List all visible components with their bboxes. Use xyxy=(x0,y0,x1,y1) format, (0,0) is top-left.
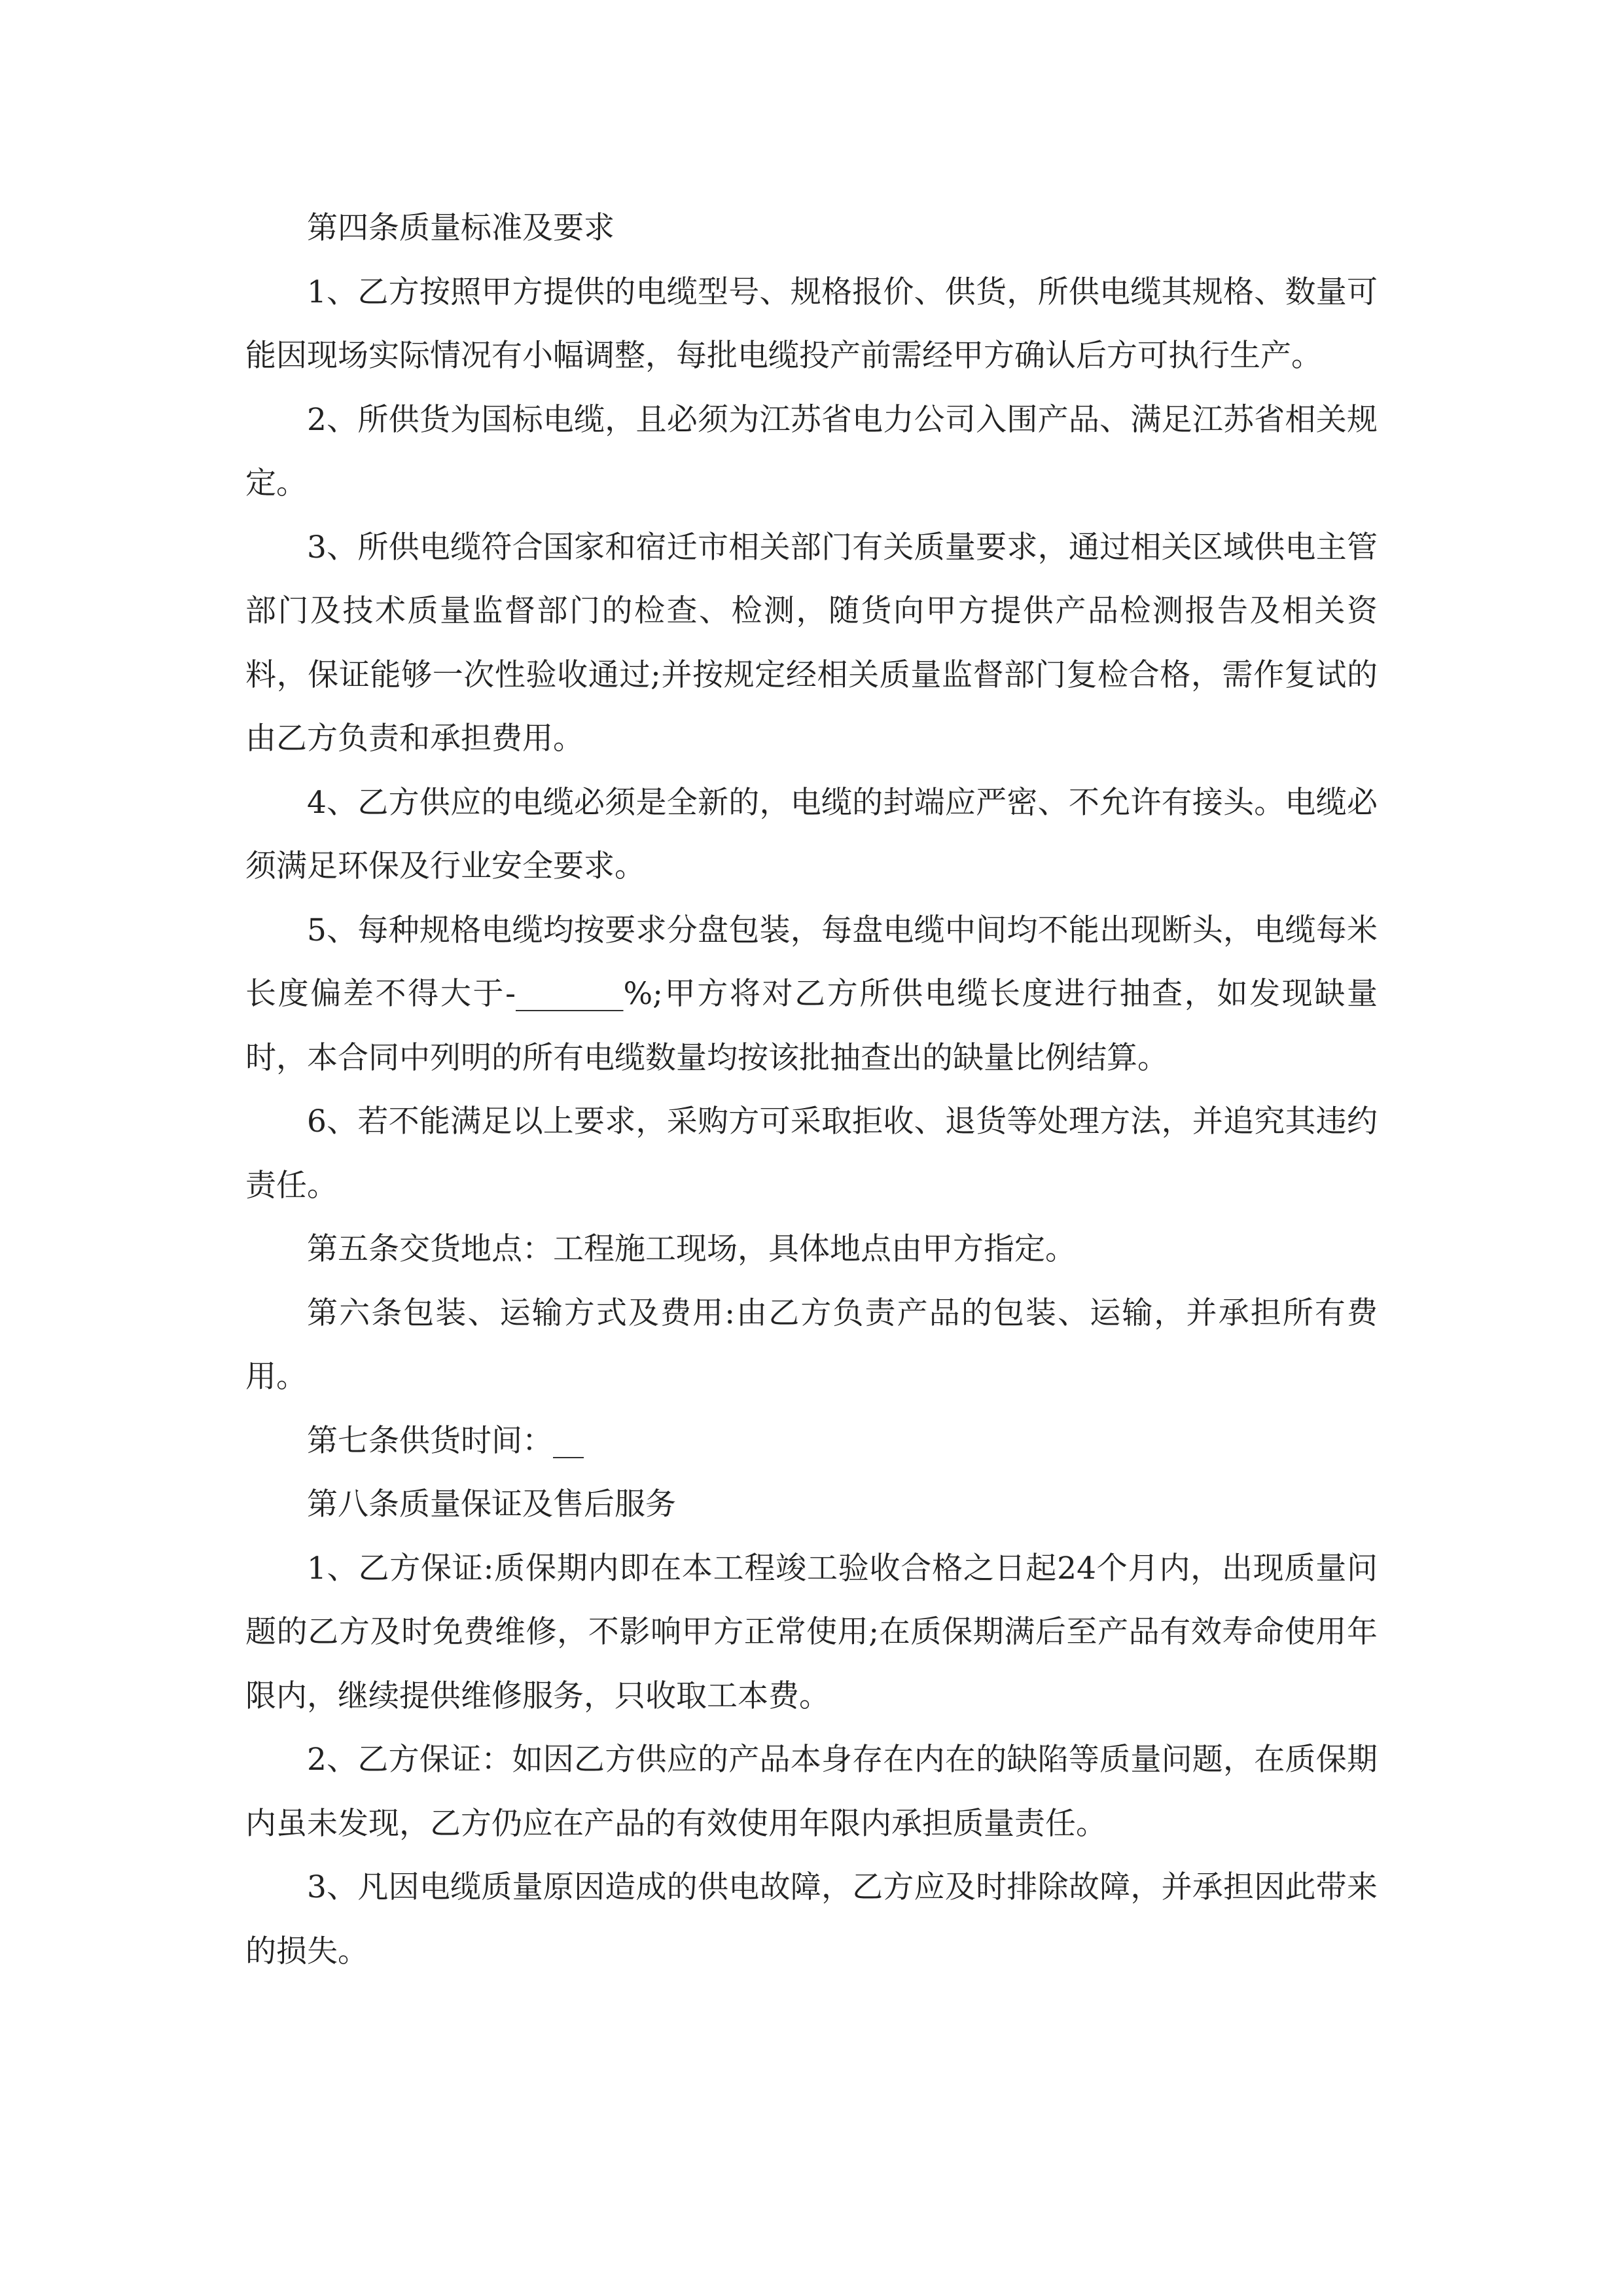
article-4-clause-2: 2、所供货为国标电缆，且必须为江苏省电力公司入围产品、满足江苏省相关规定。 xyxy=(245,401,1378,501)
article-4-clause-3: 3、所供电缆符合国家和宿迁市相关部门有关质量要求，通过相关区域供电主管部门及技术质量监督部门的检查、检测，随货向甲方提供产品检测报告及相关资料，保证能够一次性验收通过;并按规定经相关质量监督部门复检合格，需作复试的由乙方负责和承担费用。 xyxy=(245,529,1378,757)
article-5-delivery-location: 第五条交货地点：工程施工现场，具体地点由甲方指定。 xyxy=(307,1231,1076,1267)
contract-body xyxy=(245,196,1378,1983)
article-8-clause-1: 1、乙方保证:质保期内即在本工程竣工验收合格之日起24个月内，出现质量问题的乙方及时免费维修，不影响甲方正常使用;在质保期满后至产品有效寿命使用年限内，继续提供维修服务，只收取工本费。 xyxy=(245,1550,1378,1714)
article-8-heading: 第八条质量保证及售后服务 xyxy=(307,1486,676,1522)
article-4-clause-5: 5、每种规格电缆均按要求分盘包装，每盘电缆中间均不能出现断头，电缆每米长度偏差不得大于-_______%;甲方将对乙方所供电缆长度进行抽查，如发现缺量时，本合同中列明的所有电缆数量均按该批抽查出的缺量比例结算。 xyxy=(245,912,1378,1076)
article-4-clause-4: 4、乙方供应的电缆必须是全新的，电缆的封端应严密、不允许有接头。电缆必须满足环保及行业安全要求。 xyxy=(245,784,1378,884)
article-6-packaging-transport: 第六条包装、运输方式及费用:由乙方负责产品的包装、运输，并承担所有费用。 xyxy=(245,1295,1378,1395)
article-7-delivery-time: 第七条供货时间：__ xyxy=(307,1422,584,1459)
article-8-clause-3: 3、凡因电缆质量原因造成的供电故障，乙方应及时排除故障，并承担因此带来的损失。 xyxy=(245,1869,1378,1969)
article-4-clause-6: 6、若不能满足以上要求，采购方可采取拒收、退货等处理方法，并追究其违约责任。 xyxy=(245,1103,1378,1204)
article-8-clause-2: 2、乙方保证：如因乙方供应的产品本身存在内在的缺陷等质量问题，在质保期内虽未发现，乙方仍应在产品的有效使用年限内承担质量责任。 xyxy=(245,1742,1378,1842)
article-4-clause-1: 1、乙方按照甲方提供的电缆型号、规格报价、供货，所供电缆其规格、数量可能因现场实际情况有小幅调整，每批电缆投产前需经甲方确认后方可执行生产。 xyxy=(245,274,1378,374)
article-4-heading: 第四条质量标准及要求 xyxy=(307,210,615,246)
